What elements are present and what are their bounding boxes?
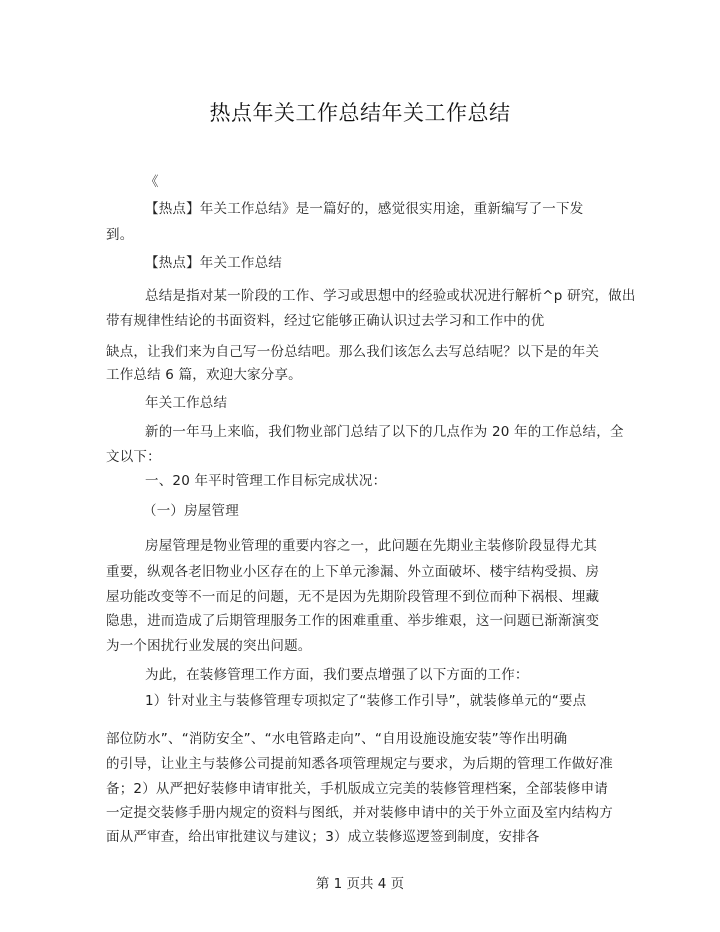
paragraph-line: 到。 [106, 227, 134, 243]
paragraph-line: 《 [145, 174, 159, 190]
paragraph-line: 屋功能改变等不一而足的问题，无不是因为先期阶段管理不到位而种下祸根、埋藏 [106, 589, 600, 605]
paragraph-line: 带有规律性结论的书面资料，经过它能够正确认识过去学习和工作中的优 [106, 313, 545, 329]
paragraph-line: 1）针对业主与装修管理专项拟定了“装修工作引导”，就装修单元的“要点 [145, 693, 587, 709]
paragraph-line: 文以下： [106, 449, 161, 465]
paragraph-line: 房屋管理是物业管理的重要内容之一，此问题在先期业主装修阶段显得尤其 [145, 538, 598, 554]
paragraph-line: 【热点】年关工作总结 [145, 255, 282, 271]
paragraph-line: 隐患，进而造成了后期管理服务工作的困难重重、举步维艰，这一问题已渐渐演变 [106, 613, 600, 629]
paragraph-line: 缺点，让我们来为自己写一份总结吧。那么我们该怎么去写总结呢？以下是的年关 [106, 344, 600, 360]
paragraph-line: 总结是指对某一阶段的工作、学习或思想中的经验或状况进行解析^p 研究，做出 [145, 288, 636, 304]
paragraph-line: 的引导，让业主与装修公司提前知悉各项管理规定与要求，为后期的管理工作做好准 [106, 756, 613, 772]
paragraph-line: 为一个困扰行业发展的突出问题。 [106, 638, 312, 654]
page-footer: 第 1 页共 4 页 [315, 876, 405, 892]
section-heading: 年关工作总结 [145, 395, 228, 411]
paragraph-line: 为此，在装修管理工作方面，我们要点增强了以下方面的工作： [145, 667, 529, 683]
paragraph-line: 备；2）从严把好装修申请审批关，手机版成立完美的装修管理档案，全部装修申请 [106, 781, 608, 797]
document-title: 热点年关工作总结年关工作总结 [209, 101, 511, 125]
paragraph-line: 工作总结 6 篇，欢迎大家分享。 [106, 367, 302, 383]
paragraph-line: 部位防水”、“消防安全”、“水电管路走向”、“自用设施设施安装”等作出明确 [106, 731, 568, 747]
subsection-heading: （一）房屋管理 [143, 503, 239, 519]
paragraph-line: 一定提交装修手册内规定的资料与图纸，并对装修申请中的关于外立面及室内结构方 [106, 805, 613, 821]
paragraph-line: 新的一年马上来临，我们物业部门总结了以下的几点作为 20 年的工作总结，全 [145, 424, 624, 440]
paragraph-line: 【热点】年关工作总结》是一篇好的，感觉很实用途，重新编写了一下发 [145, 201, 584, 217]
paragraph-line: 重要，纵观各老旧物业小区存在的上下单元渗漏、外立面破坏、楼宇结构受损、房 [106, 564, 600, 580]
section-heading: 一、20 年平时管理工作目标完成状况： [145, 473, 387, 489]
paragraph-line: 面从严审查，给出审批建议与建议；3）成立装修巡逻签到制度，安排各 [106, 829, 540, 845]
